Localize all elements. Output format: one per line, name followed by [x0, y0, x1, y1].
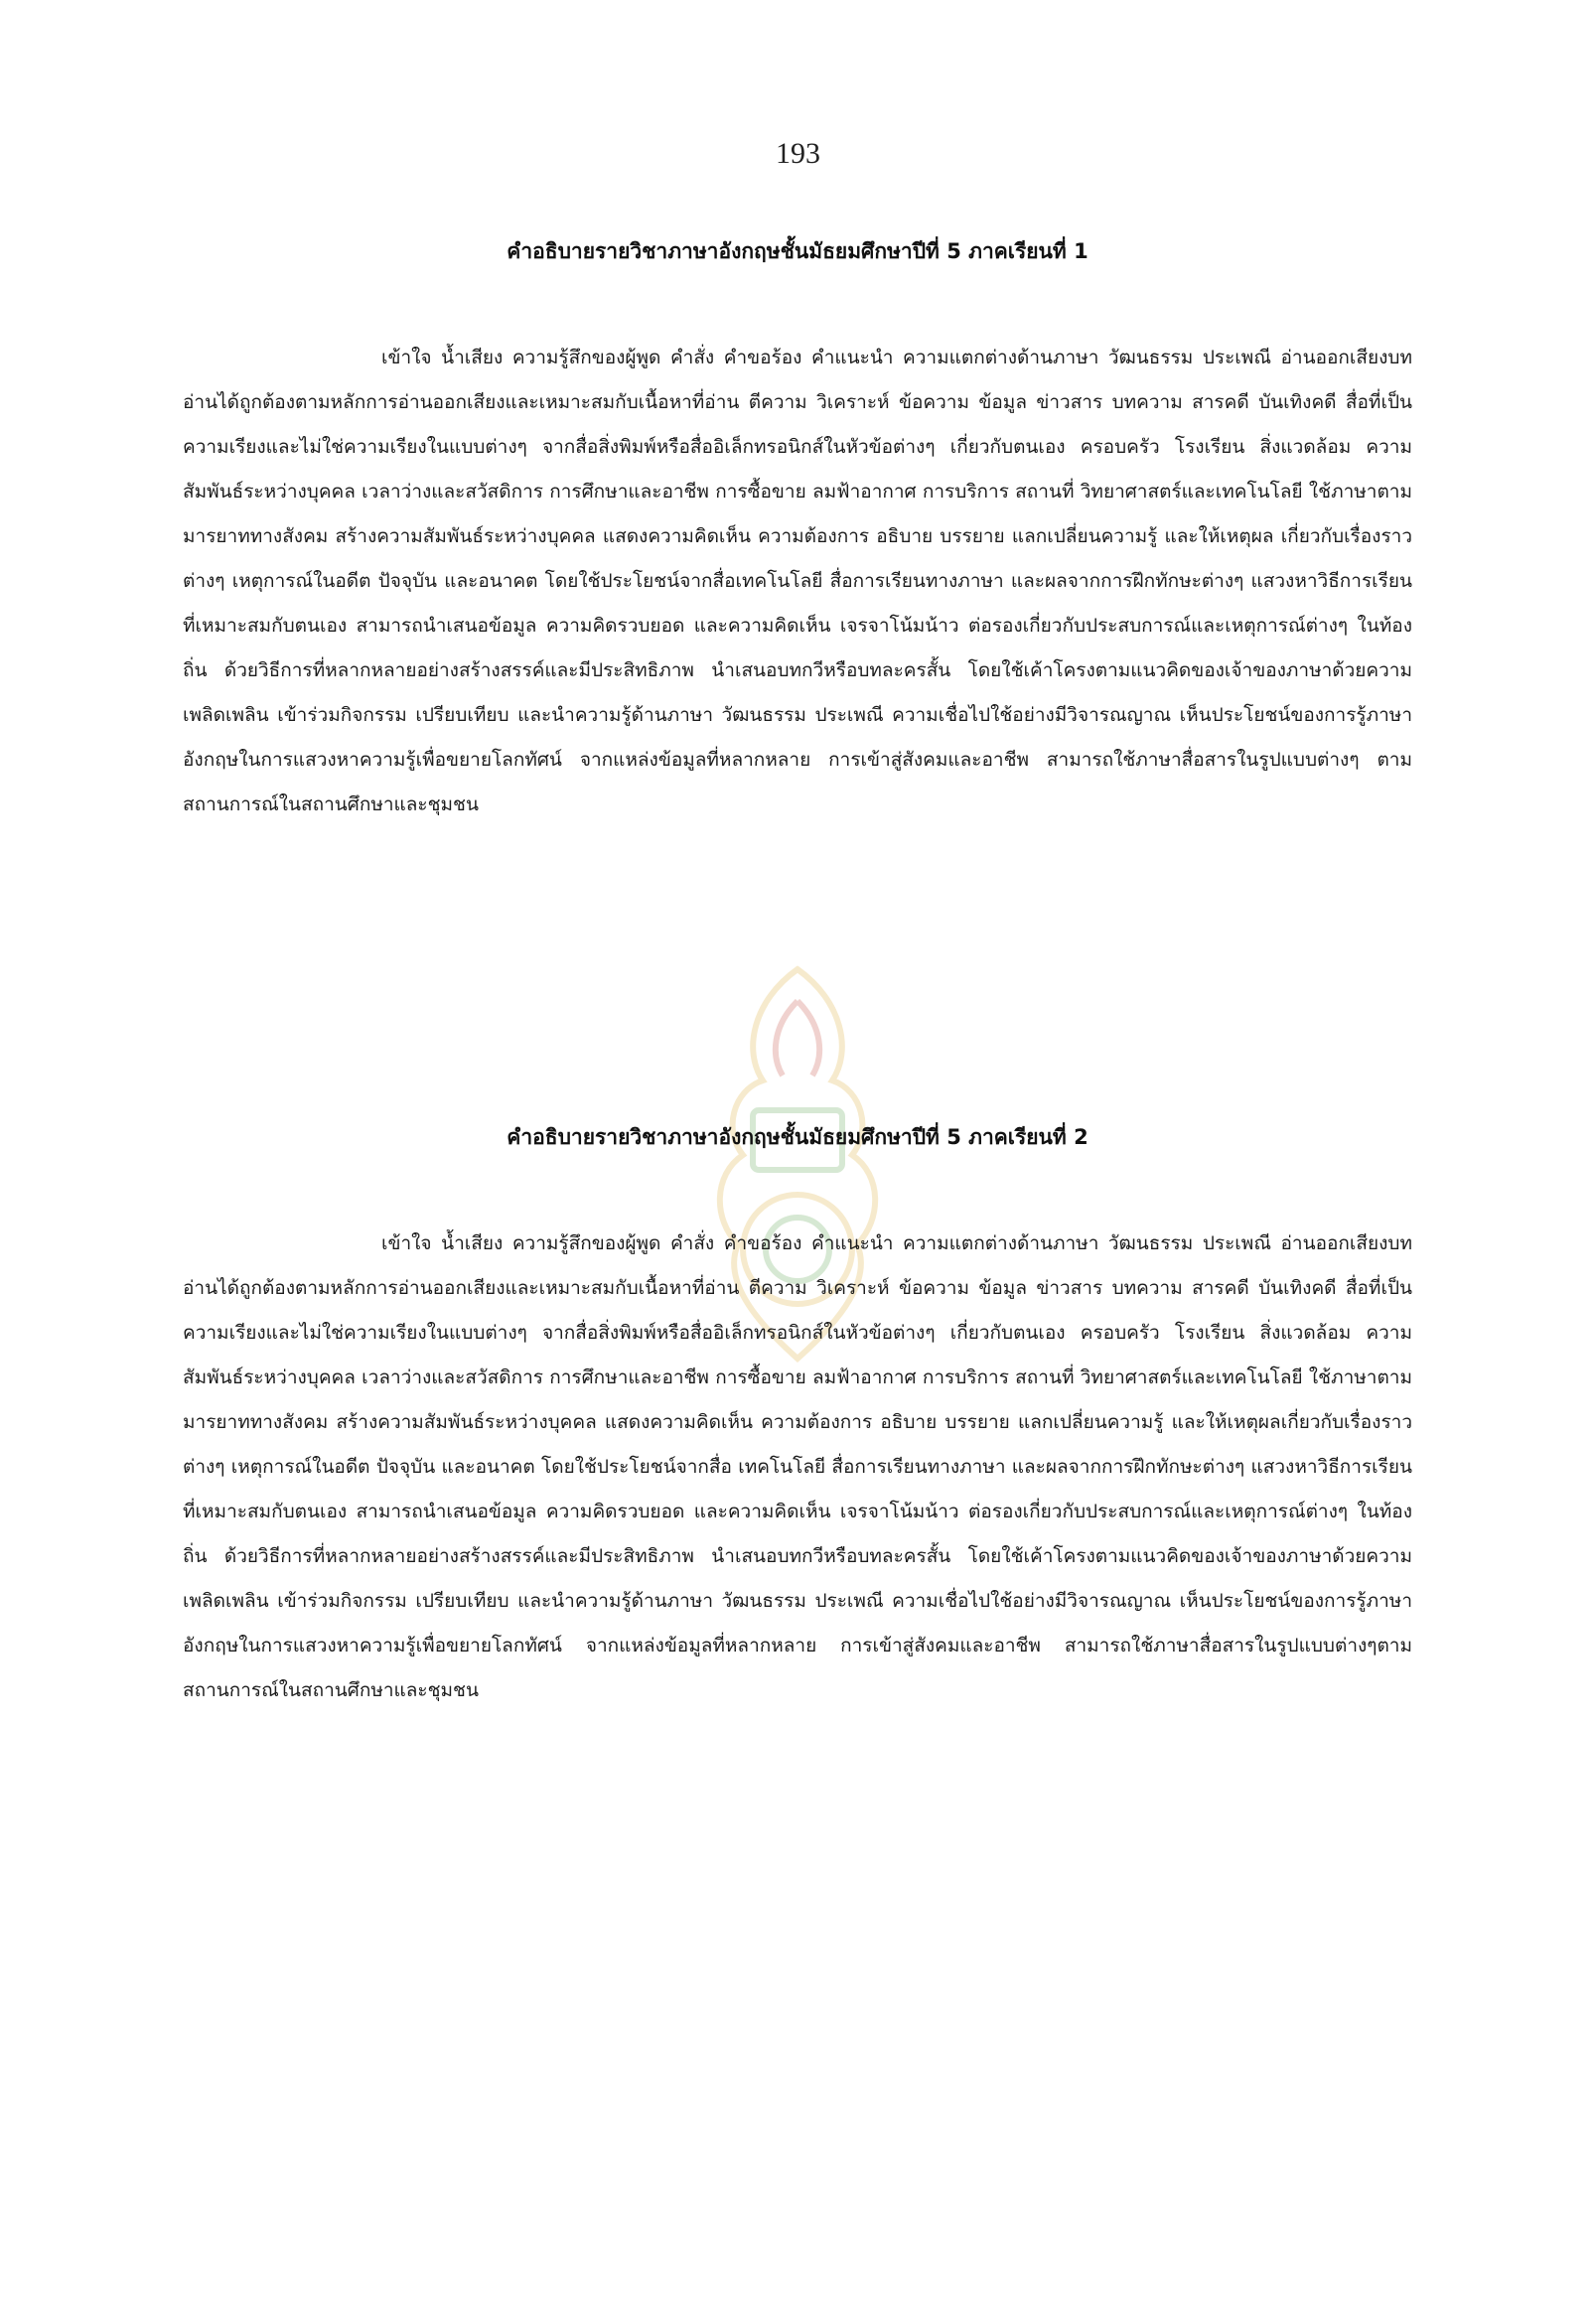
page-number: 193 — [776, 137, 820, 170]
section-body-term-2: เข้าใจ น้ำเสียง ความรู้สึกของผู้พูด คำสั่ง คำขอร้อง คำแนะนำ ความแตกต่างด้านภาษา วัฒนธรรม ประเพณี อ่านออกเสียงบทอ่านได้ถูกต้องตามหลักการอ่านออกเสียงและเหมาะสมกับเนื้อหาที่อ่าน ตีความ วิเคราะห์ ข้อความ ข้อมูล ข่าวสาร บทความ สารคดี บันเทิงคดี สื่อที่เป็นความเรียงและไม่ใช่ความเรียงในแบบต่างๆ จากสื่อสิ่งพิมพ์หรือสื่ออิเล็กทรอนิกส์ในหัวข้อต่างๆ เกี่ยวกับตนเอง ครอบครัว โรงเรียน สิ่งแวดล้อม ความสัมพันธ์ระหว่างบุคคล เวลาว่างและสวัสดิการ การศึกษาและอาชีพ การซื้อขาย ลมฟ้าอากาศ การบริการ สถานที่ วิทยาศาสตร์และเทคโนโลยี ใช้ภาษาตามมารยาททางสังคม สร้างความสัมพันธ์ระหว่างบุคคล แสดงความคิดเห็น ความต้องการ อธิบาย บรรยาย แลกเปลี่ยนความรู้ และให้เหตุผลเกี่ยวกับเรื่องราวต่างๆ เหตุการณ์ในอดีต ปัจจุบัน และอนาคต โดยใช้ประโยชน์จากสื่อ เทคโนโลยี สื่อการเรียนทางภาษา และผลจากการฝึกทักษะต่างๆ แสวงหาวิธีการเรียนที่เหมาะสมกับตนเอง สามารถนำเสนอข้อมูล ความคิดรวบยอด และความคิดเห็น เจรจาโน้มน้าว ต่อรองเกี่ยวกับประสบการณ์และเหตุการณ์ต่างๆ ในท้องถิ่น ด้วยวิธีการที่หลากหลายอย่างสร้างสรรค์และมีประสิทธิภาพ นำเสนอบทกวีหรือบทละครสั้น โดยใช้เค้าโครงตามแนวคิดของเจ้าของภาษาด้วยความเพลิดเพลิน เข้าร่วมกิจกรรม เปรียบเทียบ และนำความรู้ด้านภาษา วัฒนธรรม ประเพณี ความเชื่อไปใช้อย่างมีวิจารณญาณ เห็นประโยชน์ของการรู้ภาษาอังกฤษในการแสวงหาความรู้เพื่อขยายโลกทัศน์ จากแหล่งข้อมูลที่หลากหลาย การเข้าสู่สังคมและอาชีพ สามารถใช้ภาษาสื่อสารในรูปแบบต่างๆตามสถานการณ์ในสถานศึกษาและชุมชน — [183, 1232, 1412, 1701]
section-title-term-1: คำอธิบายรายวิชาภาษาอังกฤษชั้นมัธยมศึกษาปีที่ 5 ภาคเรียนที่ 1 — [507, 239, 1088, 263]
course-description-term-2 — [183, 1122, 1412, 1713]
section-body-term-1: เข้าใจ น้ำเสียง ความรู้สึกของผู้พูด คำสั่ง คำขอร้อง คำแนะนำ ความแตกต่างด้านภาษา วัฒนธรรม ประเพณี อ่านออกเสียงบทอ่านได้ถูกต้องตามหลักการอ่านออกเสียงและเหมาะสมกับเนื้อหาที่อ่าน ตีความ วิเคราะห์ ข้อความ ข้อมูล ข่าวสาร บทความ สารคดี บันเทิงคดี สื่อที่เป็นความเรียงและไม่ใช่ความเรียงในแบบต่างๆ จากสื่อสิ่งพิมพ์หรือสื่ออิเล็กทรอนิกส์ในหัวข้อต่างๆ เกี่ยวกับตนเอง ครอบครัว โรงเรียน สิ่งแวดล้อม ความสัมพันธ์ระหว่างบุคคล เวลาว่างและสวัสดิการ การศึกษาและอาชีพ การซื้อขาย ลมฟ้าอากาศ การบริการ สถานที่ วิทยาศาสตร์และเทคโนโลยี ใช้ภาษาตามมารยาททางสังคม สร้างความสัมพันธ์ระหว่างบุคคล แสดงความคิดเห็น ความต้องการ อธิบาย บรรยาย แลกเปลี่ยนความรู้ และให้เหตุผล เกี่ยวกับเรื่องราวต่างๆ เหตุการณ์ในอดีต ปัจจุบัน และอนาคต โดยใช้ประโยชน์จากสื่อเทคโนโลยี สื่อการเรียนทางภาษา และผลจากการฝึกทักษะต่างๆ แสวงหาวิธีการเรียนที่เหมาะสมกับตนเอง สามารถนำเสนอข้อมูล ความคิดรวบยอด และความคิดเห็น เจรจาโน้มน้าว ต่อรองเกี่ยวกับประสบการณ์และเหตุการณ์ต่างๆ ในท้องถิ่น ด้วยวิธีการที่หลากหลายอย่างสร้างสรรค์และมีประสิทธิภาพ นำเสนอบทกวีหรือบทละครสั้น โดยใช้เค้าโครงตามแนวคิดของเจ้าของภาษาด้วยความเพลิดเพลิน เข้าร่วมกิจกรรม เปรียบเทียบ และนำความรู้ด้านภาษา วัฒนธรรม ประเพณี ความเชื่อไปใช้อย่างมีวิจารณญาณ เห็นประโยชน์ของการรู้ภาษาอังกฤษในการแสวงหาความรู้เพื่อขยายโลกทัศน์ จากแหล่งข้อมูลที่หลากหลาย การเข้าสู่สังคมและอาชีพ สามารถใช้ภาษาสื่อสารในรูปแบบต่างๆ ตามสถานการณ์ในสถานศึกษาและชุมชน — [183, 347, 1412, 815]
course-description-term-1 — [183, 236, 1412, 827]
section-title-term-2: คำอธิบายรายวิชาภาษาอังกฤษชั้นมัธยมศึกษาปีที่ 5 ภาคเรียนที่ 2 — [507, 1125, 1088, 1149]
